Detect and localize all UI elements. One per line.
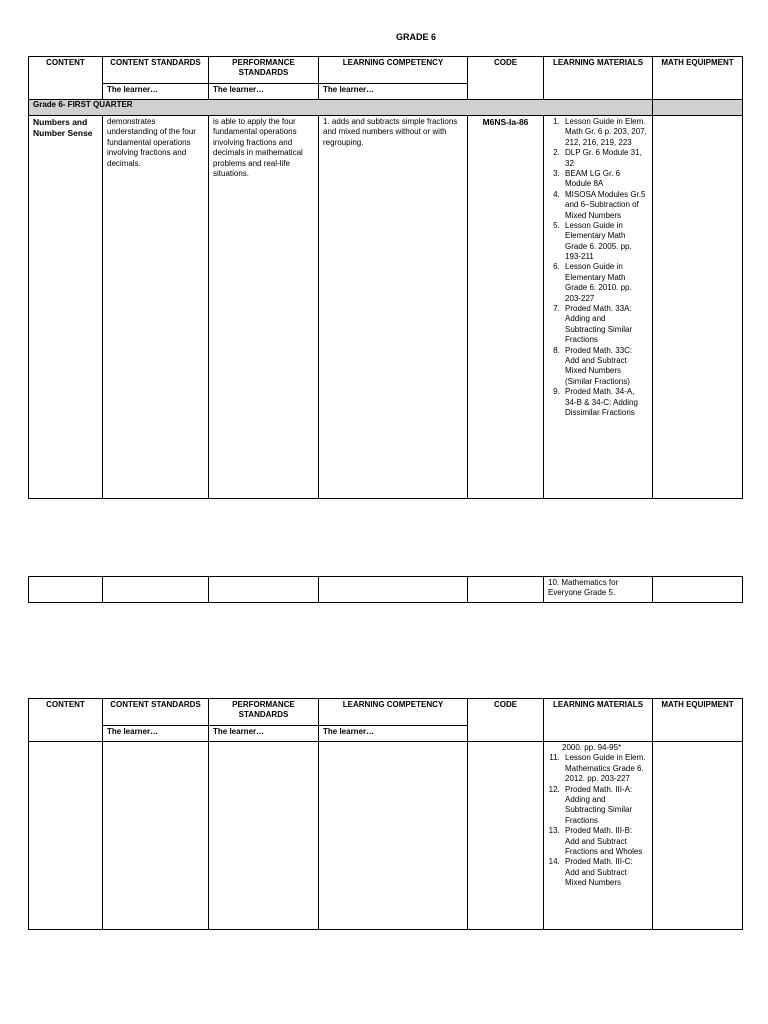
table-row bbox=[29, 577, 743, 603]
list-item: 3. BEAM LG Gr. 6 Module 8A bbox=[562, 169, 648, 190]
list-item: 5. Lesson Guide in Elementary Math Grade 6. 2005. pp. 193-211 bbox=[562, 221, 648, 263]
list-item: 4. MISOSA Modules Gr.5 and 6–Subtraction of Mixed Numbers bbox=[562, 190, 648, 221]
materials-cell bbox=[544, 116, 653, 499]
list-item: 11. Lesson Guide in Elem. Mathematics Grade 6. 2012. pp. 203-227 bbox=[562, 753, 648, 784]
empty-cell bbox=[209, 577, 319, 603]
header-content: CONTENT bbox=[29, 57, 103, 100]
list-item: 12. Proded Math. III-A: Adding and Subtracting Similar Fractions bbox=[562, 785, 648, 827]
learner-label: The learner… bbox=[103, 84, 209, 100]
materials-cell bbox=[544, 742, 653, 930]
header-performance-standards: PERFORMANCE STANDARDS bbox=[209, 57, 319, 84]
learner-label: The learner… bbox=[319, 726, 468, 742]
learner-label: The learner… bbox=[209, 726, 319, 742]
header-math-equipment: MATH EQUIPMENT bbox=[653, 699, 743, 742]
header-content-standards: CONTENT STANDARDS bbox=[103, 699, 209, 726]
competency-cell: 1. adds and subtracts simple fractions and mixed numbers without or with regrouping. bbox=[319, 116, 468, 499]
code-cell: M6NS-Ia-86 bbox=[468, 116, 544, 499]
list-item: 7. Proded Math. 33A: Adding and Subtracting Similar Fractions bbox=[562, 304, 648, 346]
equipment-cell bbox=[653, 116, 743, 499]
curriculum-table-2 bbox=[28, 576, 743, 603]
performance-standard-cell: is able to apply the four fundamental operations involving fractions and decimals in mathematical problems and real-life situations. bbox=[209, 116, 319, 499]
learner-label: The learner… bbox=[103, 726, 209, 742]
header-content: CONTENT bbox=[29, 699, 103, 742]
header-learning-materials: LEARNING MATERIALS bbox=[544, 699, 653, 742]
quarter-empty-cell bbox=[653, 100, 743, 116]
empty-cell bbox=[319, 577, 468, 603]
empty-cell bbox=[103, 577, 209, 603]
header-code: CODE bbox=[468, 699, 544, 742]
materials-list bbox=[548, 753, 648, 888]
list-item: 13. Proded Math. III-B: Add and Subtract Fractions and Wholes bbox=[562, 826, 648, 857]
empty-cell bbox=[209, 742, 319, 930]
header-learning-materials: LEARNING MATERIALS bbox=[544, 57, 653, 100]
learner-label: The learner… bbox=[209, 84, 319, 100]
curriculum-table-1 bbox=[28, 56, 743, 499]
table-row bbox=[29, 742, 743, 930]
header-content-standards: CONTENT STANDARDS bbox=[103, 57, 209, 84]
table-row bbox=[29, 116, 743, 499]
list-item: 8. Proded Math. 33C: Add and Subtract Mixed Numbers (Similar Fractions) bbox=[562, 346, 648, 388]
materials-cell: 10. Mathematics for Everyone Grade 5. bbox=[544, 577, 653, 603]
empty-cell bbox=[29, 742, 103, 930]
header-performance-standards: PERFORMANCE STANDARDS bbox=[209, 699, 319, 726]
quarter-label: Grade 6- FIRST QUARTER bbox=[29, 100, 653, 116]
learner-label: The learner… bbox=[319, 84, 468, 100]
equipment-cell bbox=[653, 577, 743, 603]
list-item: 14. Proded Math. III-C: Add and Subtract Mixed Numbers bbox=[562, 857, 648, 888]
header-learning-competency: LEARNING COMPETENCY bbox=[319, 57, 468, 84]
materials-continuation: 2000. pp. 94-95* bbox=[562, 743, 622, 752]
header-math-equipment: MATH EQUIPMENT bbox=[653, 57, 743, 100]
empty-cell bbox=[103, 742, 209, 930]
empty-cell bbox=[319, 742, 468, 930]
list-item: 6. Lesson Guide in Elementary Math Grade 6. 2010. pp. 203-227 bbox=[562, 262, 648, 304]
header-learning-competency: LEARNING COMPETENCY bbox=[319, 699, 468, 726]
document-title: GRADE 6 bbox=[395, 32, 436, 42]
empty-cell bbox=[468, 577, 544, 603]
header-code: CODE bbox=[468, 57, 544, 100]
list-item: 2. DLP Gr. 6 Module 31, 32 bbox=[562, 148, 648, 169]
empty-cell bbox=[468, 742, 544, 930]
content-cell: Numbers and Number Sense bbox=[29, 116, 103, 499]
materials-list bbox=[548, 117, 648, 418]
content-standard-cell: demonstrates understanding of the four fundamental operations involving fractions and decimals. bbox=[103, 116, 209, 499]
equipment-cell bbox=[653, 742, 743, 930]
list-item: 1. Lesson Guide in Elem. Math Gr. 6 p. 203, 207, 212, 216, 219, 223 bbox=[562, 117, 648, 148]
list-item: 9. Proded Math. 34-A, 34-B & 34-C: Adding Dissimilar Fractions bbox=[562, 387, 648, 418]
curriculum-table-3 bbox=[28, 698, 743, 930]
empty-cell bbox=[29, 577, 103, 603]
